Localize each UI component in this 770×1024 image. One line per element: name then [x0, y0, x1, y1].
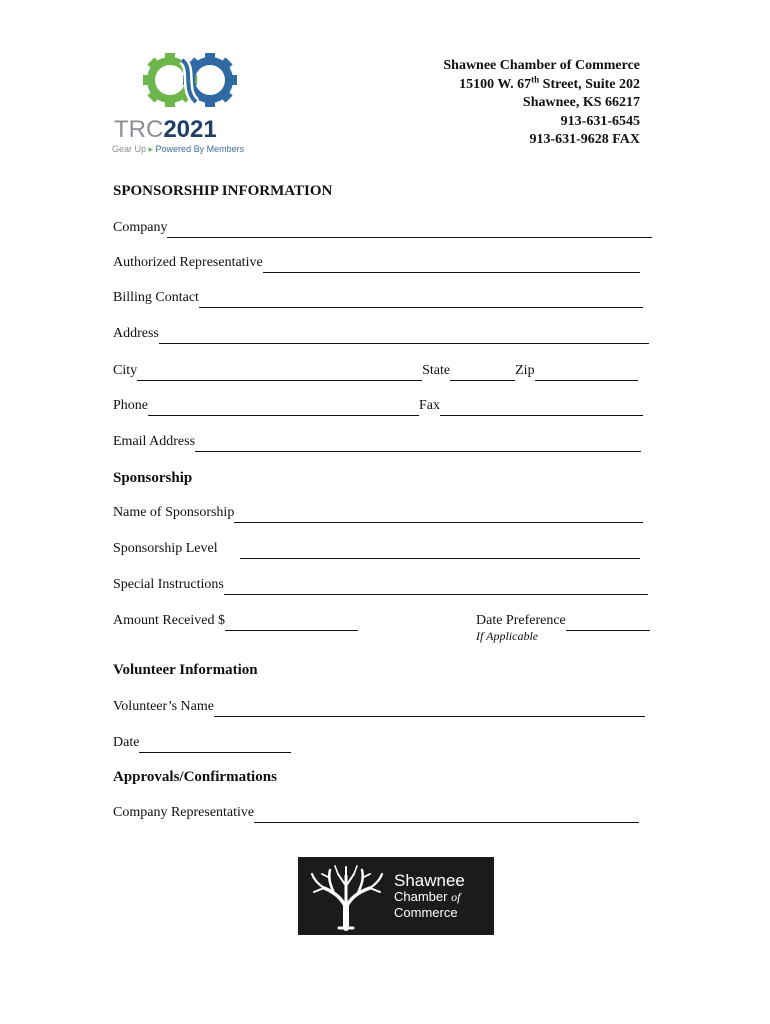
email-address-label: Email Address	[113, 434, 196, 449]
address-input-line[interactable]	[159, 326, 649, 344]
phone-fax-field	[113, 396, 643, 416]
volunteer-name-field	[113, 697, 645, 717]
address-street: 15100 W. 67th Street, Suite 202	[459, 73, 640, 92]
city-label: City	[113, 363, 138, 378]
fax-label: Fax	[419, 398, 440, 413]
company-representative-field	[113, 803, 639, 823]
sponsorship-heading: Sponsorship	[113, 470, 193, 486]
name-of-sponsorship-label: Name of Sponsorship	[113, 505, 235, 520]
gears-icon	[112, 50, 272, 120]
name-of-sponsorship-input-line[interactable]	[234, 505, 643, 523]
phone-input-line[interactable]	[148, 398, 419, 416]
fax-input-line[interactable]	[440, 398, 643, 416]
chamber-line-commerce: Commerce	[394, 905, 458, 920]
date-label: Date	[113, 735, 140, 750]
volunteer-name-input-line[interactable]	[214, 699, 645, 717]
tagline-powered: Powered By Members	[155, 144, 245, 154]
sponsorship-level-field	[113, 539, 640, 559]
billing-contact-input-line[interactable]	[199, 290, 643, 308]
billing-contact-label: Billing Contact	[113, 290, 199, 305]
special-instructions-input-line[interactable]	[224, 577, 648, 595]
zip-input-line[interactable]	[535, 363, 638, 381]
name-of-sponsorship-field	[113, 503, 643, 523]
address-phone: 913-631-6545	[560, 113, 640, 129]
address-fax: 913-631-9628 FAX	[529, 132, 640, 147]
logo-trc: TRC	[114, 116, 164, 143]
shawnee-chamber-logo	[298, 857, 494, 935]
chamber-address	[443, 57, 640, 150]
special-instructions-label: Special Instructions	[113, 577, 224, 592]
amount-received-input-line[interactable]	[225, 613, 358, 631]
chamber-line-shawnee: Shawnee	[394, 871, 465, 890]
date-preference-input-line[interactable]	[566, 613, 650, 631]
authorized-representative-field	[113, 253, 640, 273]
zip-label: Zip	[515, 363, 535, 378]
sponsorship-information-heading: SPONSORSHIP INFORMATION	[113, 183, 333, 199]
address-field	[113, 324, 649, 344]
authorized-representative-input-line[interactable]	[263, 255, 640, 273]
trc-2021-logo	[112, 50, 272, 160]
logo-tagline	[112, 144, 244, 155]
sponsorship-level-input-line[interactable]	[240, 541, 640, 559]
chamber-line-chamber: Chamber of	[394, 889, 461, 904]
date-preference-label: Date Preference	[476, 613, 566, 628]
volunteer-name-label: Volunteer’s Name	[113, 699, 214, 714]
company-input-line[interactable]	[167, 220, 652, 238]
amount-received-field	[113, 611, 358, 631]
state-input-line[interactable]	[450, 363, 515, 381]
billing-contact-field	[113, 288, 643, 308]
logo-year: 2021	[163, 116, 217, 143]
if-applicable-note: If Applicable	[476, 629, 539, 643]
city-input-line[interactable]	[137, 363, 422, 381]
address-label: Address	[113, 326, 159, 341]
company-representative-label: Company Representative	[113, 805, 255, 820]
authorized-representative-label: Authorized Representative	[113, 255, 263, 270]
phone-label: Phone	[113, 398, 148, 413]
approvals-confirmations-heading: Approvals/Confirmations	[113, 769, 277, 785]
address-city: Shawnee, KS 66217	[522, 95, 640, 110]
company-label: Company	[113, 220, 168, 235]
tagline-arrow-icon: ▸	[146, 144, 156, 154]
date-field	[113, 733, 291, 753]
email-address-input-line[interactable]	[195, 434, 641, 452]
email-address-field	[113, 432, 641, 452]
amount-received-label: Amount Received $	[113, 613, 225, 628]
company-representative-input-line[interactable]	[254, 805, 639, 823]
date-input-line[interactable]	[139, 735, 291, 753]
sponsorship-level-label: Sponsorship Level	[113, 541, 218, 556]
tree-icon	[308, 862, 388, 932]
special-instructions-field	[113, 575, 648, 595]
address-org: Shawnee Chamber of Commerce	[443, 58, 640, 73]
volunteer-information-heading: Volunteer Information	[113, 662, 258, 678]
chamber-wordmark	[394, 873, 465, 921]
date-preference-field	[476, 611, 650, 631]
logo-wordmark	[114, 118, 217, 142]
company-field	[113, 218, 652, 238]
tagline-gear-up: Gear Up	[112, 144, 147, 154]
state-label: State	[422, 363, 451, 378]
city-state-zip-field	[113, 361, 638, 381]
